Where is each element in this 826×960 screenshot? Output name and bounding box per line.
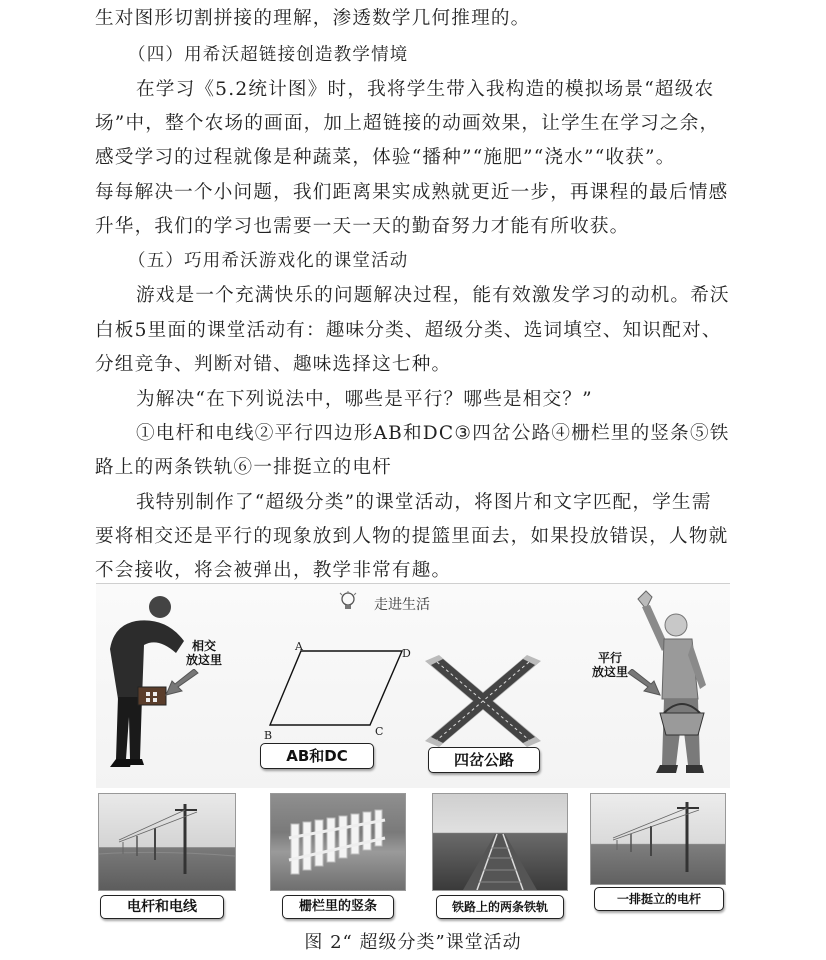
fence-icon bbox=[271, 794, 405, 890]
left-arrow-icon bbox=[164, 669, 200, 697]
lightbulb-icon bbox=[339, 591, 357, 611]
paragraph-line: 在学习《5.2统计图》时，我将学生带入我构造的模拟场景“超级农 bbox=[136, 79, 715, 100]
paragraph-line: 路上的两条铁轨⑥一排挺立的电杆 bbox=[95, 457, 392, 478]
paragraph-line: 不会接收，将会被弹出，教学非常有趣。 bbox=[95, 560, 452, 581]
paragraph-line: 为解决“在下列说法中，哪些是平行？哪些是相交？” bbox=[136, 389, 593, 410]
paragraph-line: 每每解决一个小问题，我们距离果实成熟就更近一步，再课程的最后情感 bbox=[95, 182, 729, 203]
card-ab-dc[interactable]: AB和DC bbox=[260, 743, 374, 769]
right-basket[interactable] bbox=[658, 701, 706, 737]
vertex-label-a: A bbox=[295, 640, 303, 653]
paragraph-line: 我特别制作了“超级分类”的课堂活动，将图片和文字匹配，学生需 bbox=[136, 492, 712, 513]
classroom-activity-figure bbox=[96, 583, 730, 923]
right-arrow-icon bbox=[626, 669, 662, 697]
paragraph-line: 感受学习的过程就像是种蔬菜，体验“播种”“施肥”“浇水”“收获”。 bbox=[95, 147, 676, 168]
activity-title: 走进生活 bbox=[374, 597, 430, 613]
paragraph-line: 分组竞争、判断对错、趣味选择这七种。 bbox=[95, 354, 452, 375]
vertex-label-c: C bbox=[375, 725, 384, 738]
card-poles-row[interactable]: 一排挺立的电杆 bbox=[594, 887, 724, 911]
photo-rails[interactable] bbox=[432, 793, 568, 891]
paragraph-line: 要将相交还是平行的现象放到人物的提篮里面去，如果投放错误，人物就 bbox=[95, 526, 729, 547]
crossroad-diagram bbox=[420, 655, 546, 747]
figure-caption: 图 2“ 超级分类”课堂活动 bbox=[304, 932, 522, 953]
intersect-drop-label: 相交 放这里 bbox=[185, 639, 222, 667]
utility-poles-row-icon bbox=[591, 794, 725, 884]
card-crossroad[interactable]: 四岔公路 bbox=[428, 747, 540, 773]
card-fence[interactable]: 栅栏里的竖条 bbox=[282, 895, 394, 919]
paragraph-line: 升华，我们的学习也需要一天一天的勤奋努力才能有所收获。 bbox=[95, 216, 630, 237]
paragraph-line: 生对图形切割拼接的理解，渗透数学几何推理的。 bbox=[95, 8, 531, 29]
vertex-label-d: D bbox=[402, 647, 411, 660]
photo-fence[interactable] bbox=[270, 793, 406, 891]
section-heading-4: （四）用希沃超链接创造教学情境 bbox=[128, 45, 409, 65]
paragraph-line: 场”中，整个农场的画面，加上超链接的动画效果，让学生在学习之余， bbox=[95, 113, 720, 134]
parallel-drop-label: 平行 放这里 bbox=[591, 651, 628, 679]
photo-poles-row[interactable] bbox=[590, 793, 726, 885]
vertex-label-b: B bbox=[264, 729, 273, 742]
photo-pole-wire[interactable] bbox=[98, 793, 236, 891]
paragraph-line: ①电杆和电线②平行四边形AB和DC③四岔公路④栅栏里的竖条⑤铁 bbox=[136, 423, 730, 444]
railway-icon bbox=[433, 794, 567, 890]
parallelogram-diagram bbox=[256, 637, 416, 737]
card-pole-wire[interactable]: 电杆和电线 bbox=[100, 895, 224, 919]
section-heading-5: （五）巧用希沃游戏化的课堂活动 bbox=[128, 251, 409, 271]
card-rails[interactable]: 铁路上的两条铁轨 bbox=[436, 895, 564, 919]
paragraph-line: 白板5里面的课堂活动有：趣味分类、超级分类、选词填空、知识配对、 bbox=[95, 320, 722, 341]
paragraph-line: 游戏是一个充满快乐的问题解决过程，能有效激发学习的动机。希沃 bbox=[136, 285, 730, 306]
utility-pole-icon bbox=[99, 794, 235, 890]
